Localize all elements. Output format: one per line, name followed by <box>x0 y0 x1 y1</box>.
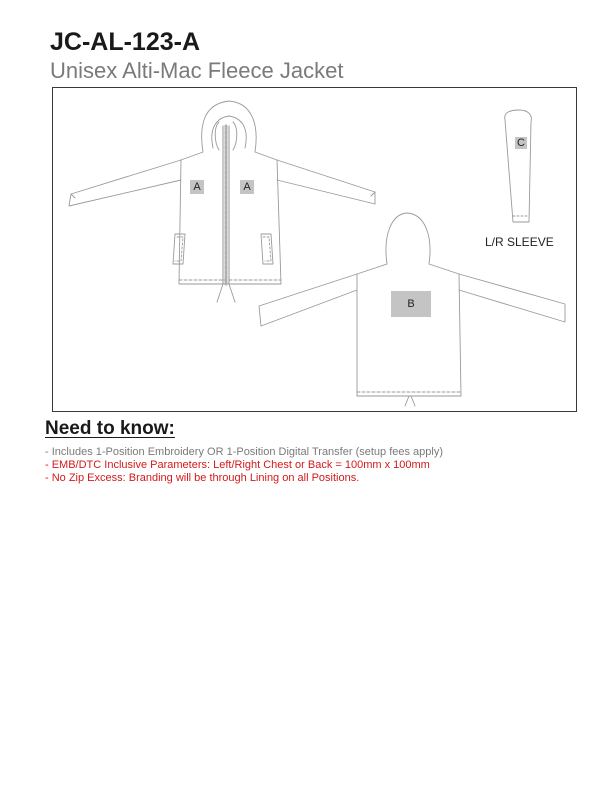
left-chest-zone-a <box>190 180 204 194</box>
sleeve-caption: L/R SLEEVE <box>485 235 554 249</box>
product-name: Unisex Alti-Mac Fleece Jacket <box>50 58 344 83</box>
note-item: - Includes 1-Position Embroidery OR 1-Position Digital Transfer (setup fees apply) <box>45 446 444 458</box>
notes-list <box>45 446 443 485</box>
sleeve-zone-c <box>515 137 527 149</box>
sleeve-drawing <box>505 110 532 222</box>
garment-drawing-frame <box>52 87 577 412</box>
note-item: - EMB/DTC Inclusive Parameters: Left/Right Chest or Back = 100mm x 100mm <box>45 459 430 471</box>
front-jacket-drawing <box>69 101 375 302</box>
zone-a-label: A <box>193 181 201 193</box>
need-to-know-heading: Need to know: <box>45 418 175 439</box>
note-item: - No Zip Excess: Branding will be through Lining on all Positions. <box>45 472 360 484</box>
zone-c-label: C <box>517 137 525 149</box>
zone-a-label: A <box>243 181 251 193</box>
product-code: JC-AL-123-A <box>50 28 201 56</box>
jacket-technical-drawing <box>53 88 578 413</box>
back-zone-b <box>391 291 431 317</box>
zone-b-label: B <box>407 298 415 310</box>
right-chest-zone-a <box>240 180 254 194</box>
